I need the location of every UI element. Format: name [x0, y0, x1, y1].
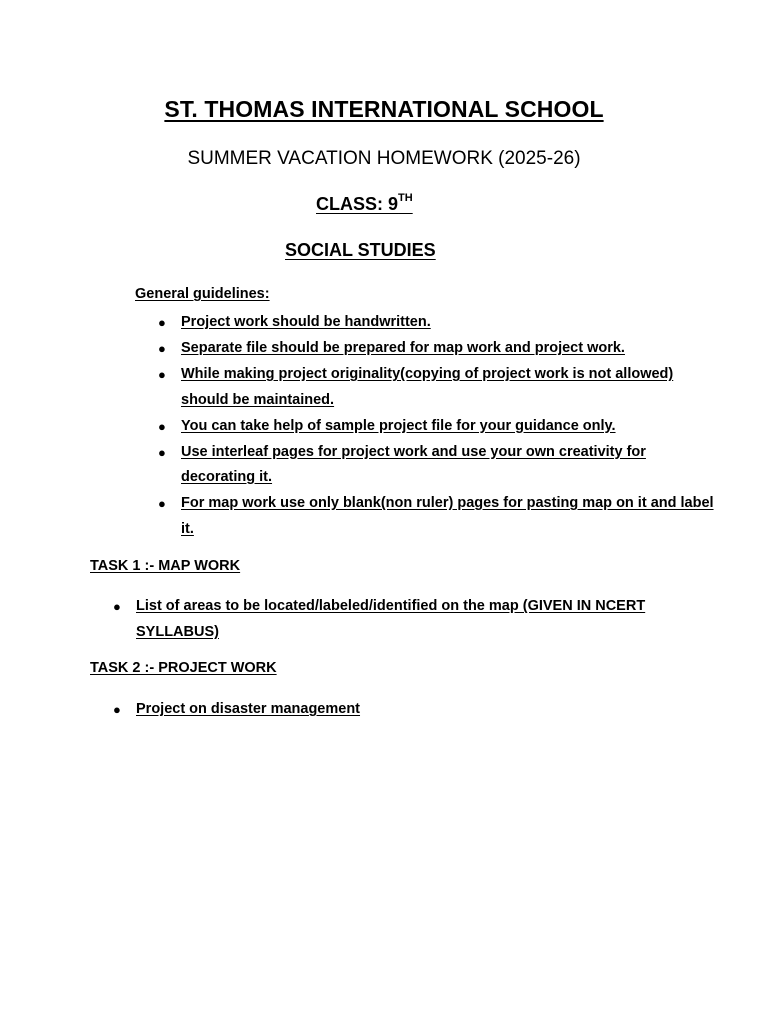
task1-heading: TASK 1 :- MAP WORK	[90, 558, 241, 574]
bullet-icon: ●	[158, 444, 166, 460]
guideline-text: Project work should be handwritten.	[181, 314, 431, 330]
task2-heading: TASK 2 :- PROJECT WORK	[90, 660, 277, 676]
list-item	[113, 594, 673, 645]
task2-item-text: Project on disaster management	[136, 701, 361, 717]
guideline-text: You can take help of sample project file for your guidance only.	[181, 417, 616, 434]
list-item	[113, 697, 673, 723]
bullet-icon: ●	[158, 341, 166, 356]
guideline-text: While making project originality(copying of project work is not allowed) should be maintained.	[181, 366, 674, 408]
bullet-icon: ●	[113, 599, 121, 614]
bullet-icon: ●	[158, 418, 166, 434]
homework-subtitle: SUMMER VACATION HOMEWORK (2025-26)	[187, 148, 581, 169]
task1-item-text: List of areas to be located/labeled/identified on the map (GIVEN IN NCERT SYLLABUS)	[136, 598, 646, 640]
list-item	[158, 310, 718, 336]
class-label: CLASS: 9	[316, 194, 399, 214]
guideline-text: Separate file should be prepared for map work and project work.	[181, 340, 625, 356]
guideline-text: For map work use only blank(non ruler) pages for pasting map on it and label it.	[181, 495, 714, 537]
bullet-icon: ●	[158, 315, 166, 330]
guideline-text: Use interleaf pages for project work and use your own creativity for decorating it.	[181, 443, 646, 485]
subject-heading: SOCIAL STUDIES	[285, 240, 436, 260]
task1-list	[113, 594, 673, 645]
list-item	[158, 362, 718, 413]
guidelines-list	[158, 310, 718, 543]
task2-list	[113, 697, 673, 723]
bullet-icon: ●	[113, 702, 121, 717]
class-heading	[316, 194, 413, 215]
class-suffix: TH	[398, 192, 413, 204]
guidelines-heading: General guidelines:	[135, 286, 270, 302]
list-item	[158, 491, 718, 542]
bullet-icon: ●	[158, 367, 166, 382]
list-item	[158, 336, 718, 362]
list-item	[158, 440, 718, 491]
bullet-icon: ●	[158, 496, 166, 511]
school-name: ST. THOMAS INTERNATIONAL SCHOOL	[164, 96, 604, 122]
list-item	[158, 414, 718, 440]
